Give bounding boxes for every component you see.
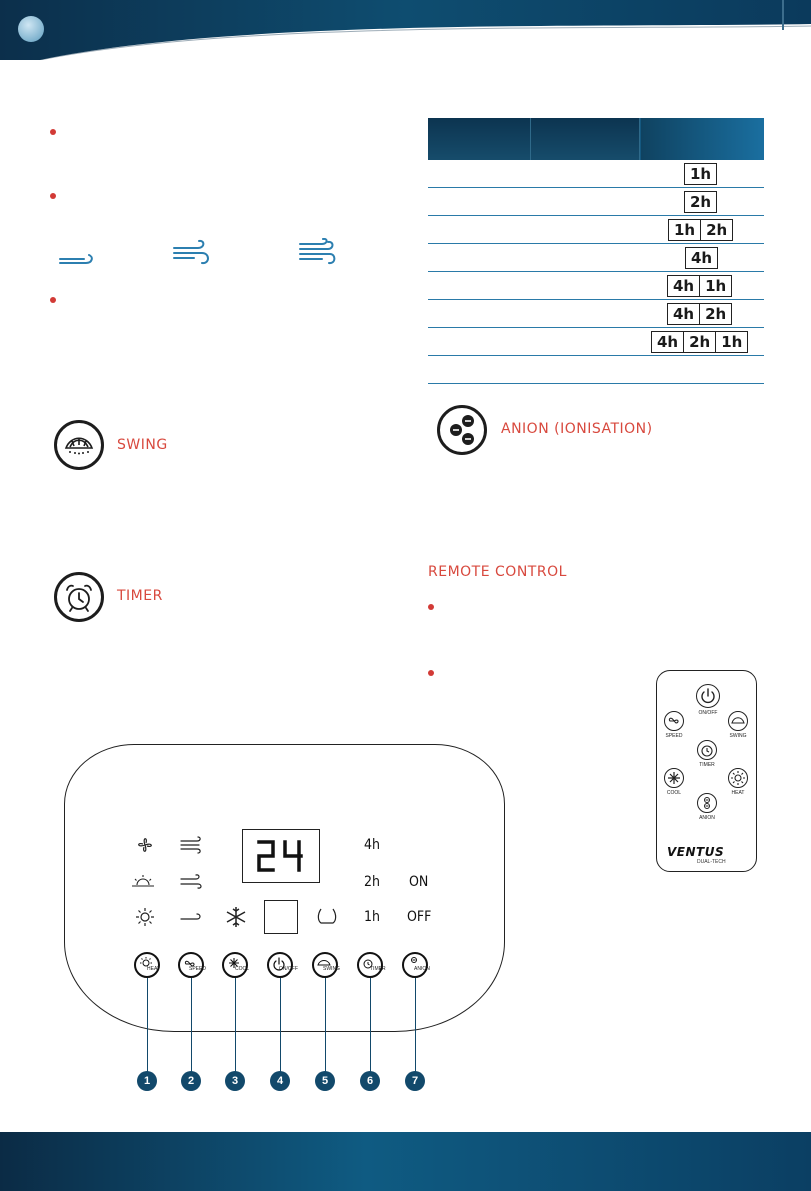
callout-number: 6 — [360, 1071, 380, 1091]
timer-indicator: 1h — [716, 331, 748, 353]
remote-anion-label: ANION — [699, 815, 715, 821]
anion-button-circle[interactable] — [402, 952, 428, 978]
remote-anion-button — [697, 793, 717, 813]
wind-high-icon — [298, 238, 338, 271]
callout-number: 7 — [405, 1071, 425, 1091]
table-row — [428, 216, 764, 244]
panel-button-swing[interactable] — [312, 952, 338, 978]
remote-swing-label: SWING — [729, 733, 747, 739]
timer-table-header-cell — [428, 118, 531, 160]
panel-button-power[interactable] — [267, 952, 298, 978]
bullet — [428, 670, 434, 676]
timer-indicator: 1h — [684, 163, 717, 185]
remote-brand-logo: VENTUS — [667, 845, 725, 859]
anion-button-label: ANION — [414, 966, 430, 972]
panel-timer-1h: 1h — [364, 909, 380, 925]
callout-line — [235, 978, 236, 1072]
remote-timer-button — [697, 740, 717, 760]
timer-table — [428, 118, 764, 384]
anion-title: ANION (IONISATION) — [501, 421, 653, 437]
remote-power-button — [696, 684, 720, 708]
callout-line — [415, 978, 416, 1072]
fan-icon — [134, 834, 156, 861]
timer-indicator: 1h — [700, 275, 732, 297]
sun-icon — [134, 906, 156, 933]
heat-button-circle[interactable] — [134, 952, 160, 978]
callout-line — [370, 978, 371, 1072]
callout-line — [147, 978, 148, 1072]
header-banner — [0, 0, 811, 60]
remote-timer-label: TIMER — [699, 762, 715, 768]
callout-line — [191, 978, 192, 1072]
remote-swing-button — [728, 711, 748, 731]
panel-state-off: OFF — [407, 909, 432, 925]
table-row — [428, 160, 764, 188]
bullet — [50, 193, 56, 199]
timer-indicator: 4h — [667, 303, 700, 325]
swing-title: SWING — [117, 437, 168, 453]
table-row — [428, 300, 764, 328]
remote-heat-button — [728, 768, 748, 788]
remote-speed-label: SPEED — [665, 733, 683, 739]
alarm-clock-icon — [54, 572, 104, 622]
remote-control-title: REMOTE CONTROL — [428, 564, 567, 580]
panel-button-timer[interactable] — [357, 952, 386, 978]
callout-line — [325, 978, 326, 1072]
callout-number: 1 — [137, 1071, 157, 1091]
display-value — [243, 830, 244, 831]
wind-medium-icon — [172, 238, 212, 271]
wind-high-icon — [179, 836, 205, 859]
timer-indicator: 2h — [684, 191, 717, 213]
anion-icon — [437, 405, 487, 455]
cool-button-label: COOL — [235, 966, 250, 972]
remote-speed-button — [664, 711, 684, 731]
wind-medium-icon — [179, 872, 205, 895]
heat-button-label: HEAT — [147, 966, 160, 972]
timer-button-label: TIMER — [370, 966, 386, 972]
snowflake-icon — [224, 905, 248, 934]
temperature-display — [242, 829, 320, 883]
timer-indicator: 4h — [685, 247, 718, 269]
callout-number: 4 — [270, 1071, 290, 1091]
panel-button-cool[interactable] — [222, 952, 248, 978]
remote-control — [656, 670, 757, 872]
callout-number: 3 — [225, 1071, 245, 1091]
table-row — [428, 244, 764, 272]
timer-table-header-cell — [531, 118, 640, 160]
swing-button-circle[interactable] — [312, 952, 338, 978]
swing-button-label: SWING — [323, 966, 340, 972]
panel-state-on: ON — [409, 874, 429, 890]
remote-tagline: DUAL-TECH — [697, 859, 726, 865]
swing-icon — [54, 420, 104, 470]
bullet — [50, 129, 56, 135]
bullet — [428, 604, 434, 610]
callout-number: 5 — [315, 1071, 335, 1091]
power-button-circle[interactable] — [267, 952, 298, 978]
panel-button-anion[interactable] — [402, 952, 428, 978]
panel-timer-4h: 4h — [364, 837, 380, 853]
timer-indicator: 4h — [667, 275, 700, 297]
table-row — [428, 328, 764, 356]
panel-timer-2h: 2h — [364, 874, 380, 890]
timer-table-header-cell — [640, 118, 765, 160]
timer-indicator: 2h — [700, 303, 732, 325]
timer-button-circle[interactable] — [357, 952, 386, 978]
footer-band — [0, 1132, 811, 1191]
page-number-badge — [18, 16, 44, 42]
speed-button-circle[interactable] — [178, 952, 204, 978]
remote-cool-button — [664, 768, 684, 788]
timer-indicator: 2h — [684, 331, 716, 353]
indicator-square — [264, 900, 298, 934]
cool-button-circle[interactable] — [222, 952, 248, 978]
wind-low-icon — [58, 246, 98, 271]
header-divider-line — [782, 0, 784, 30]
remote-heat-label: HEAT — [731, 790, 745, 796]
panel-button-speed[interactable] — [178, 952, 204, 978]
remote-power-label: ON/OFF — [698, 710, 718, 716]
panel-button-heat[interactable] — [134, 952, 160, 978]
timer-table-header — [428, 118, 764, 160]
speed-button-label: SPEED — [189, 966, 206, 972]
table-row — [428, 356, 764, 384]
wind-low-icon — [179, 909, 205, 928]
power-button-label: ON/OFF — [279, 966, 298, 972]
timer-indicator: 1h — [668, 219, 701, 241]
swing-indicator-icon — [315, 905, 339, 932]
remote-cool-label: COOL — [666, 790, 682, 796]
table-row — [428, 188, 764, 216]
timer-title: TIMER — [117, 588, 163, 604]
table-row — [428, 272, 764, 300]
callout-number: 2 — [181, 1071, 201, 1091]
timer-indicator: 2h — [701, 219, 733, 241]
bullet — [50, 297, 56, 303]
callout-line — [280, 978, 281, 1072]
timer-indicator: 4h — [651, 331, 684, 353]
sunrise-icon — [130, 873, 156, 894]
